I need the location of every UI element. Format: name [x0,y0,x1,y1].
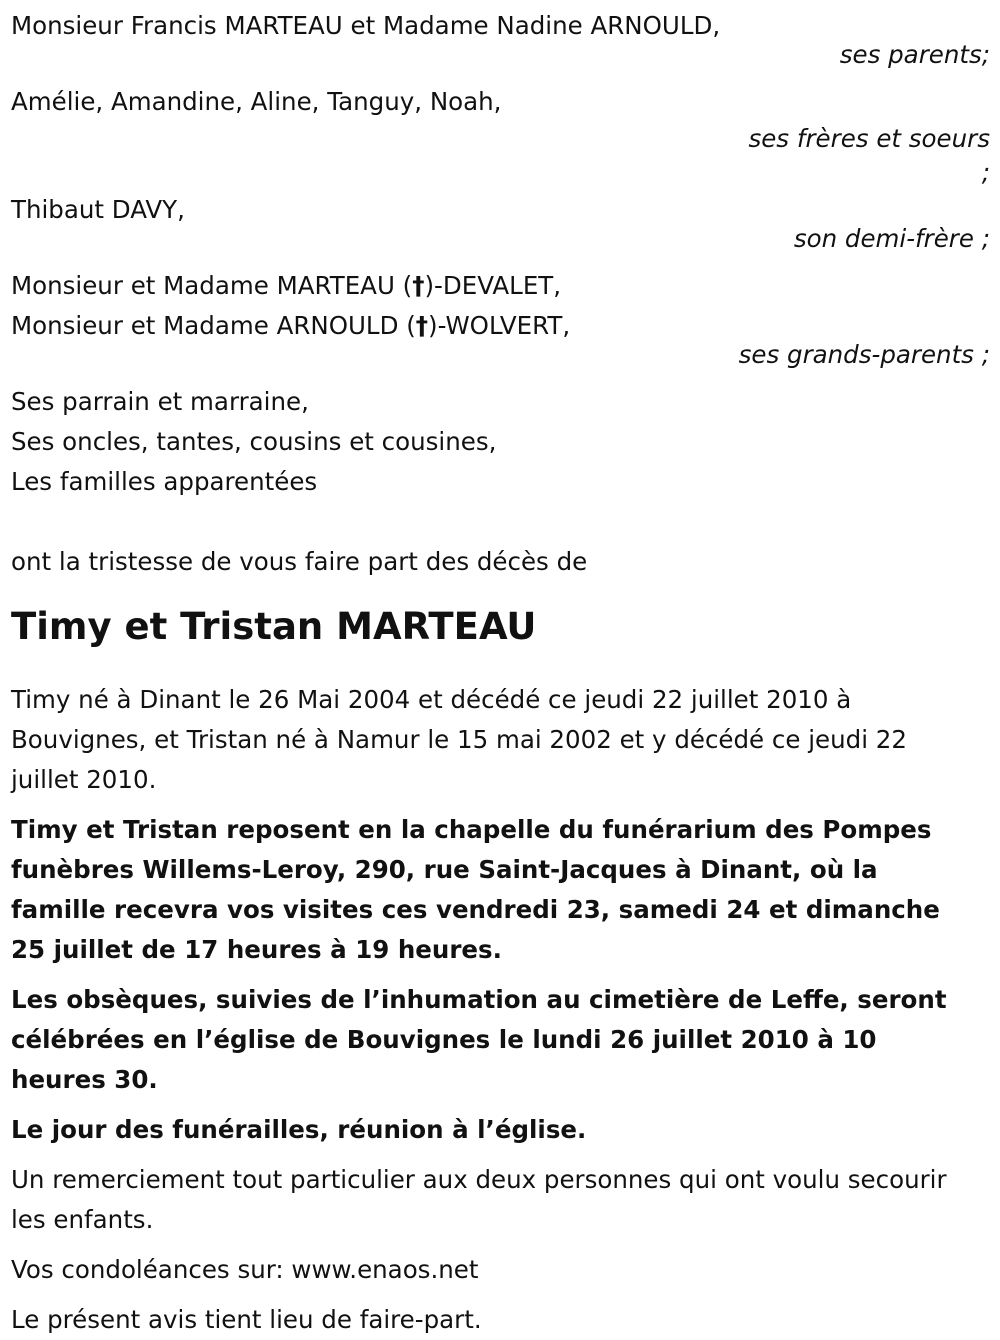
notice-paragraph: Le présent avis tient lieu de faire-part. [11,1305,482,1334]
godparents-line: Ses parrain et marraine, [11,387,309,416]
spacer [11,252,990,266]
spacer [11,652,990,680]
parents-line: Monsieur Francis MARTEAU et Madame Nadine ARNOULD, [11,11,721,40]
siblings-role-punct: ; [981,158,990,187]
spacer [11,582,990,596]
siblings-line: Amélie, Amandine, Aline, Tanguy, Noah, [11,87,502,116]
grandparents-1-suffix: )-DEVALET, [424,271,562,300]
siblings-role-text: ses frères et soeurs [748,124,990,153]
halfbrother-line: Thibaut DAVY, [11,195,185,224]
visitation-paragraph: Timy et Tristan reposent en la chapelle du funérarium des Pompes funèbres Willems-Leroy, 290, rue Saint-Jacques à Dinant, où la famille recevra vos visites ces vendredi 23, samedi 24 et dimanche 25 juillet de 17 heures à 19 heures. [11,815,940,964]
meeting-paragraph: Le jour des funérailles, réunion à l’église. [11,1115,587,1144]
announcement-intro: ont la tristesse de vous faire part des décès de [11,547,588,576]
relatives-line: Ses oncles, tantes, cousins et cousines, [11,427,497,456]
thanks-paragraph: Un remerciement tout particulier aux deux personnes qui ont voulu secourir les enfants. [11,1165,947,1234]
grandparents-role: ses grands-parents ; [738,340,990,369]
parents-role: ses parents; [839,40,990,69]
funeral-paragraph: Les obsèques, suivies de l’inhumation au cimetière de Leffe, seront célébrées en l’église de Bouvignes le lundi 26 juillet 2010 à 10 heures 30. [11,985,947,1094]
grandparents-2-prefix: Monsieur et Madame ARNOULD ( [11,311,416,340]
deceased-names-heading: Timy et Tristan MARTEAU [11,605,537,648]
condolences-paragraph: Vos condoléances sur: www.enaos.net [11,1255,479,1284]
families-line: Les familles apparentées [11,467,318,496]
halfbrother-role: son demi-frère ; [793,224,990,253]
siblings-role [11,122,990,190]
spacer [11,68,990,82]
spacer [11,368,990,382]
births-deaths-paragraph: Timy né à Dinant le 26 Mai 2004 et décédé ce jeudi 22 juillet 2010 à Bouvignes, et Tristan né à Namur le 15 mai 2002 et y décédé ce jeudi 22 juillet 2010. [11,685,907,794]
grandparents-1-prefix: Monsieur et Madame MARTEAU ( [11,271,413,300]
grandparents-line-1 [11,266,990,306]
spacer [11,502,990,542]
grandparents-2-suffix: )-WOLVERT, [428,311,571,340]
cross-icon: † [415,311,429,340]
cross-icon: † [412,271,425,300]
